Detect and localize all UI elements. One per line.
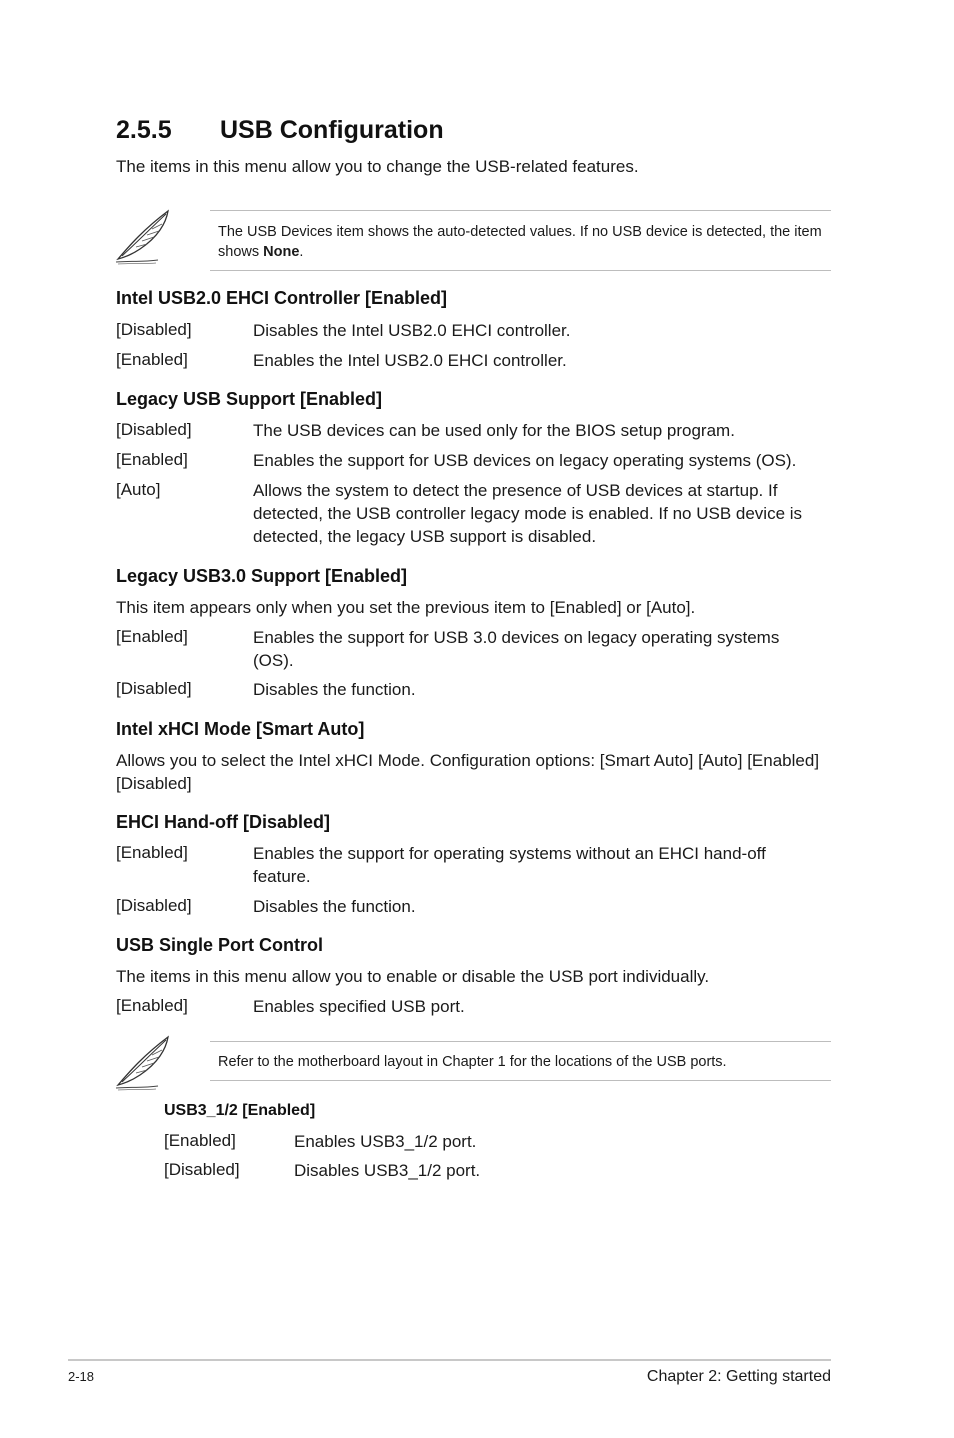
item-heading: Intel xHCI Mode [Smart Auto] (116, 719, 365, 739)
option-desc: Allows the system to detect the presence of USB devices at startup. If detected, the USB controller legacy mode is enabled. If no USB device is detected, the legacy USB support is disabled. (253, 481, 803, 546)
note-text-part: The USB Devices item shows the auto-detected values. If no USB device is detected, the item shows (218, 224, 822, 260)
section-title-text: USB Configuration (220, 116, 444, 144)
note-text-bold: None (263, 244, 300, 260)
note-text: Refer to the motherboard layout in Chapter 1 for the locations of the USB ports. (218, 1054, 727, 1070)
option-desc: Enables the support for operating systems without an EHCI hand-off feature. (253, 844, 766, 886)
option-label: [Enabled] (116, 843, 188, 862)
item-heading: EHCI Hand-off [Disabled] (116, 812, 330, 832)
subitem-heading: USB3_1/2 [Enabled] (164, 1102, 316, 1119)
option-label: [Enabled] (164, 1131, 236, 1150)
option-desc: Enables the support for USB 3.0 devices on legacy operating systems (OS). (253, 628, 780, 670)
footer-divider (68, 1359, 831, 1361)
page-number: 2-18 (68, 1369, 95, 1384)
item-heading: Legacy USB Support [Enabled] (116, 389, 383, 409)
note-text-end: . (299, 244, 304, 260)
option-label: [Disabled] (116, 420, 192, 439)
option-label: [Disabled] (116, 320, 192, 339)
option-desc: Enables the Intel USB2.0 EHCI controller. (253, 351, 567, 370)
option-label: [Disabled] (116, 896, 192, 915)
feather-pen-icon (114, 1033, 172, 1091)
note-text (218, 222, 824, 262)
option-label: [Enabled] (116, 350, 188, 369)
section-number: 2.5.5 (116, 116, 172, 144)
note-box (210, 210, 831, 271)
page-title (116, 116, 444, 145)
option-desc: Enables the support for USB devices on legacy operating systems (OS). (253, 451, 797, 470)
section-intro: The items in this menu allow you to change the USB-related features. (116, 157, 639, 176)
option-desc: The USB devices can be used only for the BIOS setup program. (253, 421, 735, 440)
option-label: [Enabled] (116, 627, 188, 646)
option-desc: Disables the function. (253, 897, 416, 916)
option-label: [Enabled] (116, 450, 188, 469)
option-desc: Enables specified USB port. (253, 997, 465, 1016)
option-label: [Enabled] (116, 996, 188, 1015)
item-intro: Allows you to select the Intel xHCI Mode. Configuration options: [Smart Auto] [Auto] [Enabled] [Disabled] (116, 751, 820, 793)
item-intro: This item appears only when you set the previous item to [Enabled] or [Auto]. (116, 598, 696, 617)
note-box (210, 1041, 831, 1081)
feather-pen-icon (114, 207, 172, 265)
option-desc: Disables the Intel USB2.0 EHCI controller. (253, 321, 571, 340)
option-label: [Disabled] (116, 679, 192, 698)
item-intro: The items in this menu allow you to enable or disable the USB port individually. (116, 967, 710, 986)
chapter-label: Chapter 2: Getting started (646, 1368, 831, 1385)
option-label: [Disabled] (164, 1160, 240, 1179)
item-heading: USB Single Port Control (116, 935, 323, 955)
item-heading: Intel USB2.0 EHCI Controller [Enabled] (116, 288, 448, 308)
option-label: [Auto] (116, 480, 161, 499)
option-desc: Disables the function. (253, 680, 416, 699)
item-heading: Legacy USB3.0 Support [Enabled] (116, 566, 408, 586)
option-desc: Enables USB3_1/2 port. (294, 1132, 477, 1151)
option-desc: Disables USB3_1/2 port. (294, 1161, 481, 1180)
